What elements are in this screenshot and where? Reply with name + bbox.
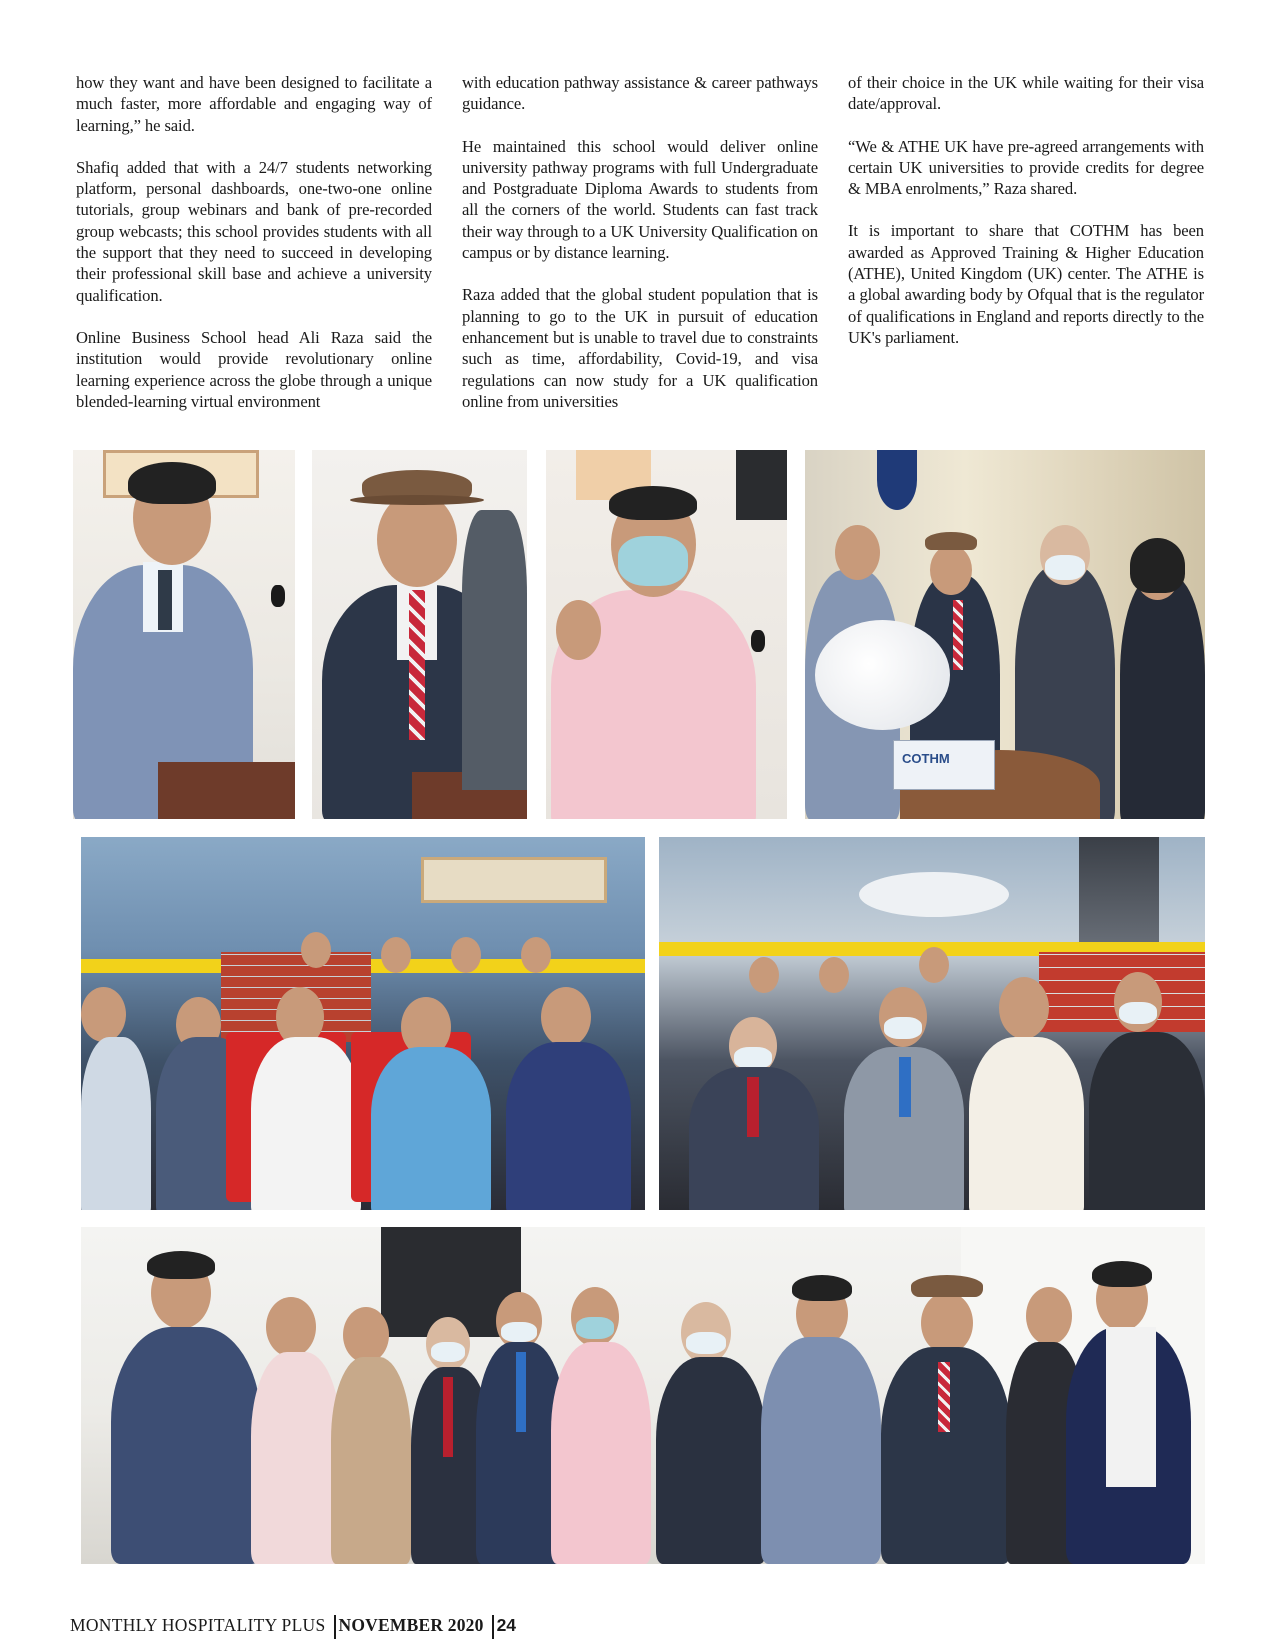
column-2-paragraph-2: He maintained this school would deliver online university pathway programs with full Undergraduate and Postgraduate Diploma Awards to students from all the corners of the world. Students can fast track their way through to a UK University Qualification on campus or by distance learning. <box>462 136 818 263</box>
article-column-3 <box>848 72 1204 432</box>
page-footer <box>70 1610 516 1640</box>
column-3-paragraph-3: It is important to share that COTHM has been awarded as Approved Training & Higher Education (ATHE), United Kingdom (UK) center. The ATHE is a global awarding body by Ofqual that is the regulator of qualifications in England and reports directly to the UK's parliament. <box>848 221 1204 347</box>
photo-speaker-grey-suit <box>73 450 295 819</box>
photo-speaker-pink-shirt <box>546 450 787 819</box>
column-3-paragraph-2: “We & ATHE UK have pre-agreed arrangements with certain UK universities to provide credits for degree & MBA enrolments,” Raza shared. <box>848 136 1204 199</box>
photo-bouquet-presentation <box>805 450 1205 819</box>
issue-date: NOVEMBER 2020 <box>338 1615 484 1635</box>
photo-group-standing <box>81 1227 1205 1564</box>
page-number: 24 <box>496 1615 517 1635</box>
footer-divider <box>334 1615 336 1639</box>
photo-speaker-with-hat <box>312 450 527 819</box>
column-3-paragraph-1: of their choice in the UK while waiting for their visa date/approval. <box>848 73 1204 114</box>
article-column-1 <box>76 72 432 432</box>
column-1-paragraph-2: Shafiq added that with a 24/7 students networking platform, personal dashboards, one-two-one online tutorials, group webinars and bank of pre-recorded group webcasts; this school provides students with all the support that they need to succeed in developing their professional skill base and achieve a university qualification. <box>76 157 432 305</box>
column-2-paragraph-1: with education pathway assistance & career pathways guidance. <box>462 73 818 114</box>
podium-sign <box>893 740 995 790</box>
column-1-paragraph-3: Online Business School head Ali Raza said the institution would provide revolutionary online learning experience across the globe through a unique blended-learning virtual environment <box>76 327 432 411</box>
article-column-2 <box>462 72 818 432</box>
photo-audience-seated-right <box>659 837 1205 1210</box>
eiffel-tower-mural <box>1079 837 1159 957</box>
footer-divider-2 <box>492 1615 494 1639</box>
photo-audience-seated-left <box>81 837 645 1210</box>
publication-name: MONTHLY HOSPITALITY PLUS <box>70 1615 326 1635</box>
column-1-paragraph-1: how they want and have been designed to facilitate a much faster, more affordable and engaging way of learning,” he said. <box>76 73 432 135</box>
podium-sign-label: COTHM <box>902 751 950 766</box>
column-2-paragraph-3: Raza added that the global student population that is planning to go to the UK in pursuit of education enhancement but is unable to travel due to constraints such as time, affordability, Covid-19, and visa regulations can now study for a UK qualification online from universities <box>462 285 818 411</box>
